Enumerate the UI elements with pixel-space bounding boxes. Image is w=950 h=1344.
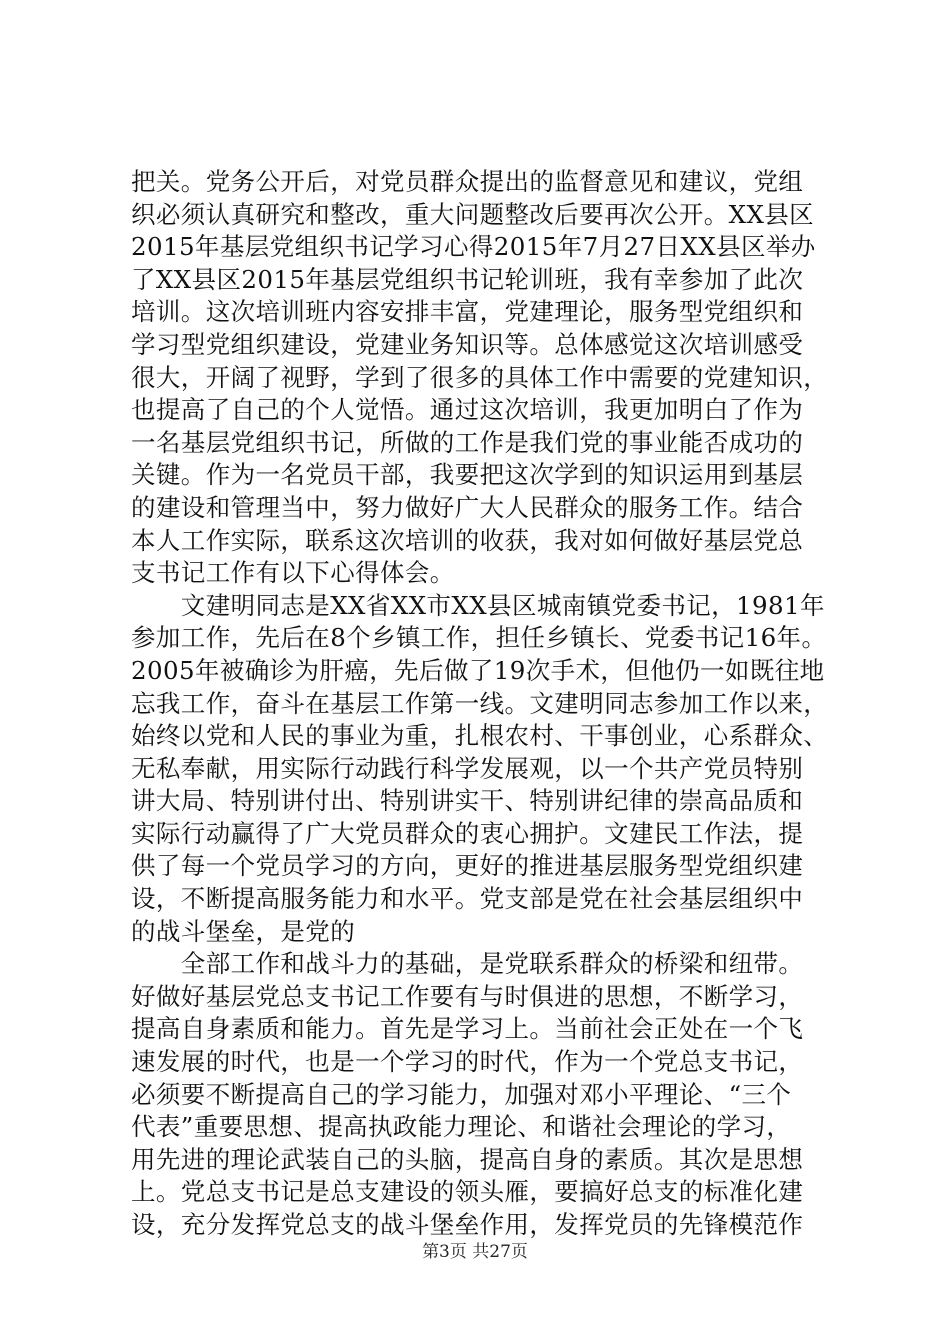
text-line: 始终以党和人民的事业为重，扎根农村、干事创业，心系群众、 [131,721,829,751]
text-line: 参加工作，先后在8个乡镇工作，担任乡镇长、党委书记16年。 [131,623,827,653]
document-body [131,166,831,1242]
text-line: 织必须认真研究和整改，重大问题整改后要再次公开。XX县区 [131,199,815,229]
text-line: 本人工作实际，联系这次培训的收获，我对如何做好基层党总 [131,525,804,555]
text-line: 好做好基层党总支书记工作要有与时俱进的思想，不断学习， [131,981,804,1011]
text-line: 很大，开阔了视野，学到了很多的具体工作中需要的党建知识， [131,362,829,392]
text-line: 讲大局、特别讲付出、特别讲实干、特别讲纪律的崇高品质和 [131,786,804,816]
text-line: 把关。党务公开后，对党员群众提出的监督意见和建议，党组 [131,167,804,196]
text-line: 设，充分发挥党总支的战斗堡垒作用，发挥党员的先锋模范作 [131,1210,804,1239]
text-line: 代表”重要思想、提高执政能力理论、和谐社会理论的学习， [131,1112,792,1142]
text-line: 供了每一个党员学习的方向，更好的推进基层服务型党组织建 [131,851,804,881]
text-line: 必须要不断提高自己的学习能力，加强对邓小平理论、“三个 [131,1079,792,1109]
text-line: 文建明同志是XX省XX市XX县区城南镇党委书记，1981年 [131,590,825,620]
text-line: 实际行动赢得了广大党员群众的衷心拥护。文建民工作法，提 [131,818,804,848]
text-line: 无私奉献，用实际行动践行科学发展观，以一个共产党员特别 [131,753,804,783]
text-line: 的战斗堡垒，是党的 [131,916,356,946]
text-line: 也提高了自己的个人觉悟。通过这次培训，我更加明白了作为 [131,395,804,425]
text-line: 全部工作和战斗力的基础，是党联系群众的桥梁和纽带。 [131,949,804,979]
text-line: 关键。作为一名党员干部，我要把这次学到的知识运用到基层 [131,460,804,490]
text-line: 忘我工作，奋斗在基层工作第一线。文建明同志参加工作以来， [131,688,829,718]
text-line: 速发展的时代，也是一个学习的时代，作为一个党总支书记， [131,1047,804,1077]
text-line: 设，不断提高服务能力和水平。党支部是党在社会基层组织中 [131,884,804,914]
text-line: 支书记工作有以下心得体会。 [131,558,455,588]
text-line: 了XX县区2015年基层党组织书记轮训班，我有幸参加了此次 [131,264,804,294]
page-footer: 第3页 共27页 [422,1242,528,1262]
text-line: 的建设和管理当中，努力做好广大人民群众的服务工作。结合 [131,492,804,522]
text-line: 用先进的理论武装自己的头脑，提高自身的素质。其次是思想 [131,1144,804,1174]
text-line: 学习型党组织建设，党建业务知识等。总体感觉这次培训感受 [131,329,804,359]
text-line: 2015年基层党组织书记学习心得2015年7月27日XX县区举办 [131,232,816,262]
text-line: 提高自身素质和能力。首先是学习上。当前社会正处在一个飞 [131,1014,804,1044]
text-line: 一名基层党组织书记，所做的工作是我们党的事业能否成功的 [131,427,804,457]
text-line: 上。党总支书记是总支建设的领头雁，要搞好总支的标准化建 [131,1177,804,1207]
text-line: 培训。这次培训班内容安排丰富，党建理论，服务型党组织和 [131,297,804,327]
text-line: 2005年被确诊为肝癌，先后做了19次手术，但他仍一如既往地 [131,655,825,685]
